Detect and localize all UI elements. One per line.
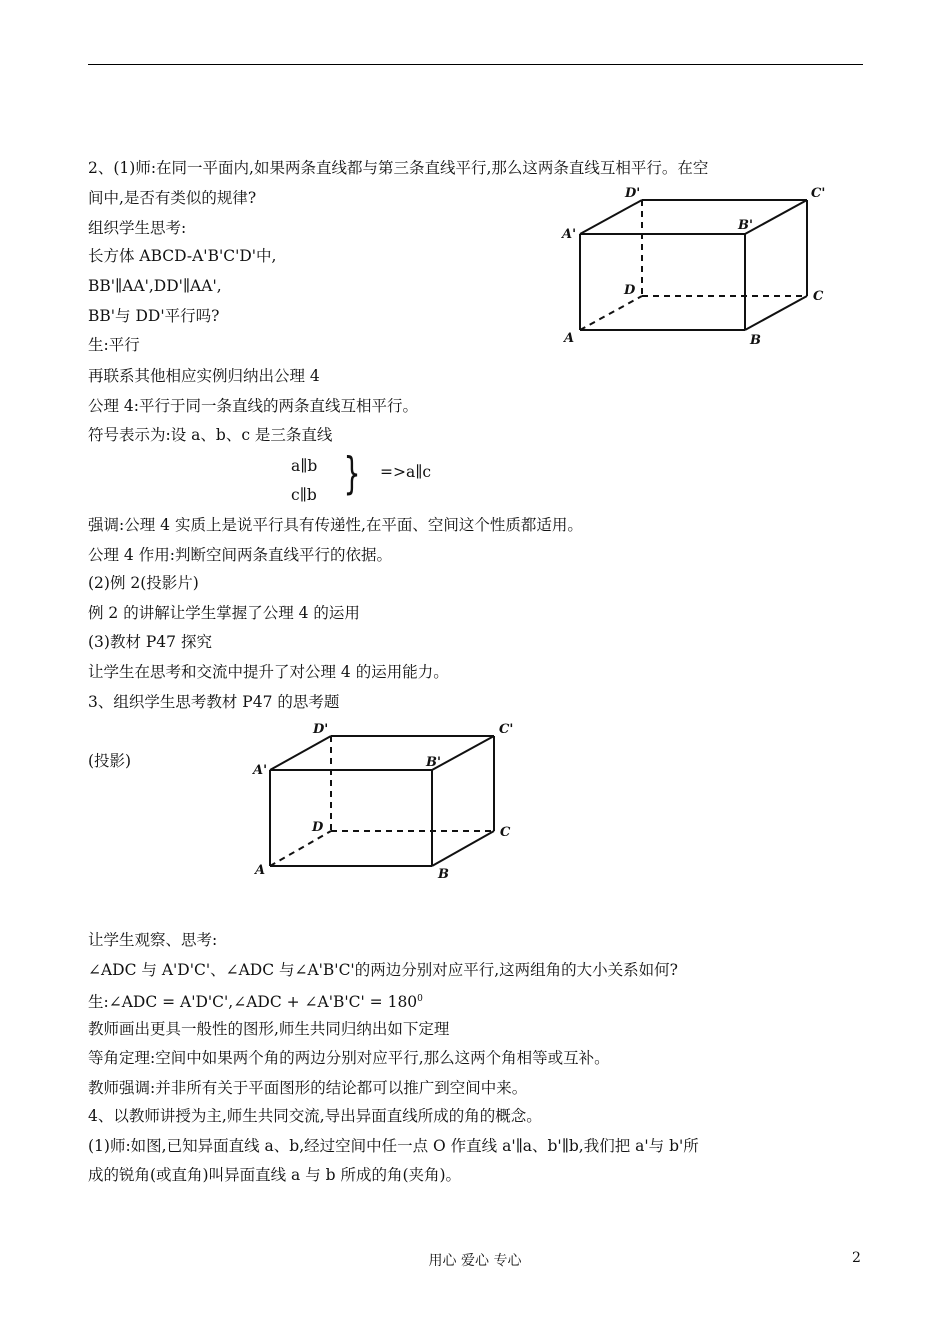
degree-superscript: 0 [417, 994, 423, 1004]
paragraph-line: (2)例 2(投影片) [88, 574, 199, 592]
paragraph-line: 生:平行 [88, 336, 140, 354]
vertex-label-a: A [564, 331, 575, 346]
paragraph-line: 教师画出更具一般性的图形,师生共同归纳出如下定理 [88, 1020, 450, 1038]
paragraph-line: 让学生在思考和交流中提升了对公理 4 的运用能力。 [88, 663, 449, 681]
vertex-label-c: C [813, 289, 824, 304]
footer-motto: 用心 爱心 专心 [428, 1253, 522, 1269]
premise-c-parallel-b: c∥b [291, 486, 317, 504]
premise-a-parallel-b: a∥b [291, 457, 318, 475]
paragraph-line: 3、组织学生思考教材 P47 的思考题 [88, 693, 340, 711]
vertex-label-b-prime: B' [426, 755, 441, 770]
right-brace-icon: } [343, 448, 361, 499]
paragraph-line: 强调:公理 4 实质上是说平行具有传递性,在平面、空间这个性质都适用。 [88, 516, 583, 534]
paragraph-line: ∠ADC 与 A'D'C'、∠ADC 与∠A'B'C'的两边分别对应平行,这两组角的大小关系如何? [88, 961, 678, 979]
paragraph-line [88, 989, 423, 1012]
axiom-4-statement: 公理 4:平行于同一条直线的两条直线互相平行。 [88, 397, 419, 415]
paragraph-line: (1)师:如图,已知异面直线 a、b,经过空间中任一点 O 作直线 a'∥a、b'∥b,我们把 a'与 b'所 [88, 1137, 699, 1155]
cuboid-diagram [252, 720, 532, 885]
paragraph-line: 符号表示为:设 a、b、c 是三条直线 [88, 426, 333, 444]
vertex-label-d-prime: D' [625, 186, 641, 201]
paragraph-line: 教师强调:并非所有关于平面图形的结论都可以推广到空间中来。 [88, 1079, 528, 1097]
header-rule [88, 64, 863, 65]
paragraph-line: BB'与 DD'平行吗? [88, 307, 220, 325]
paragraph-line: 再联系其他相应实例归纳出公理 4 [88, 367, 320, 385]
vertex-label-b-prime: B' [738, 218, 753, 233]
paragraph-line: 公理 4 作用:判断空间两条直线平行的依据。 [88, 546, 392, 564]
vertex-label-b: B [750, 333, 761, 348]
paragraph-line: 2、(1)师:在同一平面内,如果两条直线都与第三条直线平行,那么这两条直线互相平行。在空 [88, 159, 709, 177]
answer-text: 生:∠ADC = A'D'C',∠ADC + ∠A'B'C' = 180 [88, 993, 418, 1012]
paragraph-line: 4、以教师讲授为主,师生共同交流,导出异面直线所成的角的概念。 [88, 1107, 542, 1125]
paragraph-line: (3)教材 P47 探究 [88, 633, 212, 651]
paragraph-line: 长方体 ABCD-A'B'C'D'中, [88, 247, 277, 265]
paragraph-line: 组织学生思考: [88, 219, 187, 237]
vertex-label-c: C [500, 825, 511, 840]
cuboid-figure-2 [252, 720, 532, 885]
vertex-label-c-prime: C' [499, 722, 514, 737]
conclusion-a-parallel-c: =>a∥c [380, 463, 432, 481]
page-number: 2 [852, 1250, 861, 1266]
vertex-label-a: A [255, 863, 266, 878]
vertex-label-a-prime: A' [562, 227, 577, 242]
cuboid-figure-1 [560, 182, 840, 350]
theorem-statement: 等角定理:空间中如果两个角的两边分别对应平行,那么这两个角相等或互补。 [88, 1049, 610, 1067]
paragraph-line: 让学生观察、思考: [88, 931, 218, 949]
vertex-label-c-prime: C' [811, 186, 826, 201]
vertex-label-d: D [312, 820, 324, 835]
cuboid-diagram [560, 182, 840, 350]
vertex-label-d: D [624, 283, 636, 298]
vertex-label-d-prime: D' [313, 722, 329, 737]
paragraph-line: (投影) [88, 752, 132, 770]
paragraph-line: BB'∥AA',DD'∥AA', [88, 277, 222, 295]
paragraph-line: 成的锐角(或直角)叫异面直线 a 与 b 所成的角(夹角)。 [88, 1166, 462, 1184]
vertex-label-a-prime: A' [253, 763, 268, 778]
paragraph-line: 例 2 的讲解让学生掌握了公理 4 的运用 [88, 604, 360, 622]
vertex-label-b: B [438, 867, 449, 882]
paragraph-line: 间中,是否有类似的规律? [88, 189, 257, 207]
